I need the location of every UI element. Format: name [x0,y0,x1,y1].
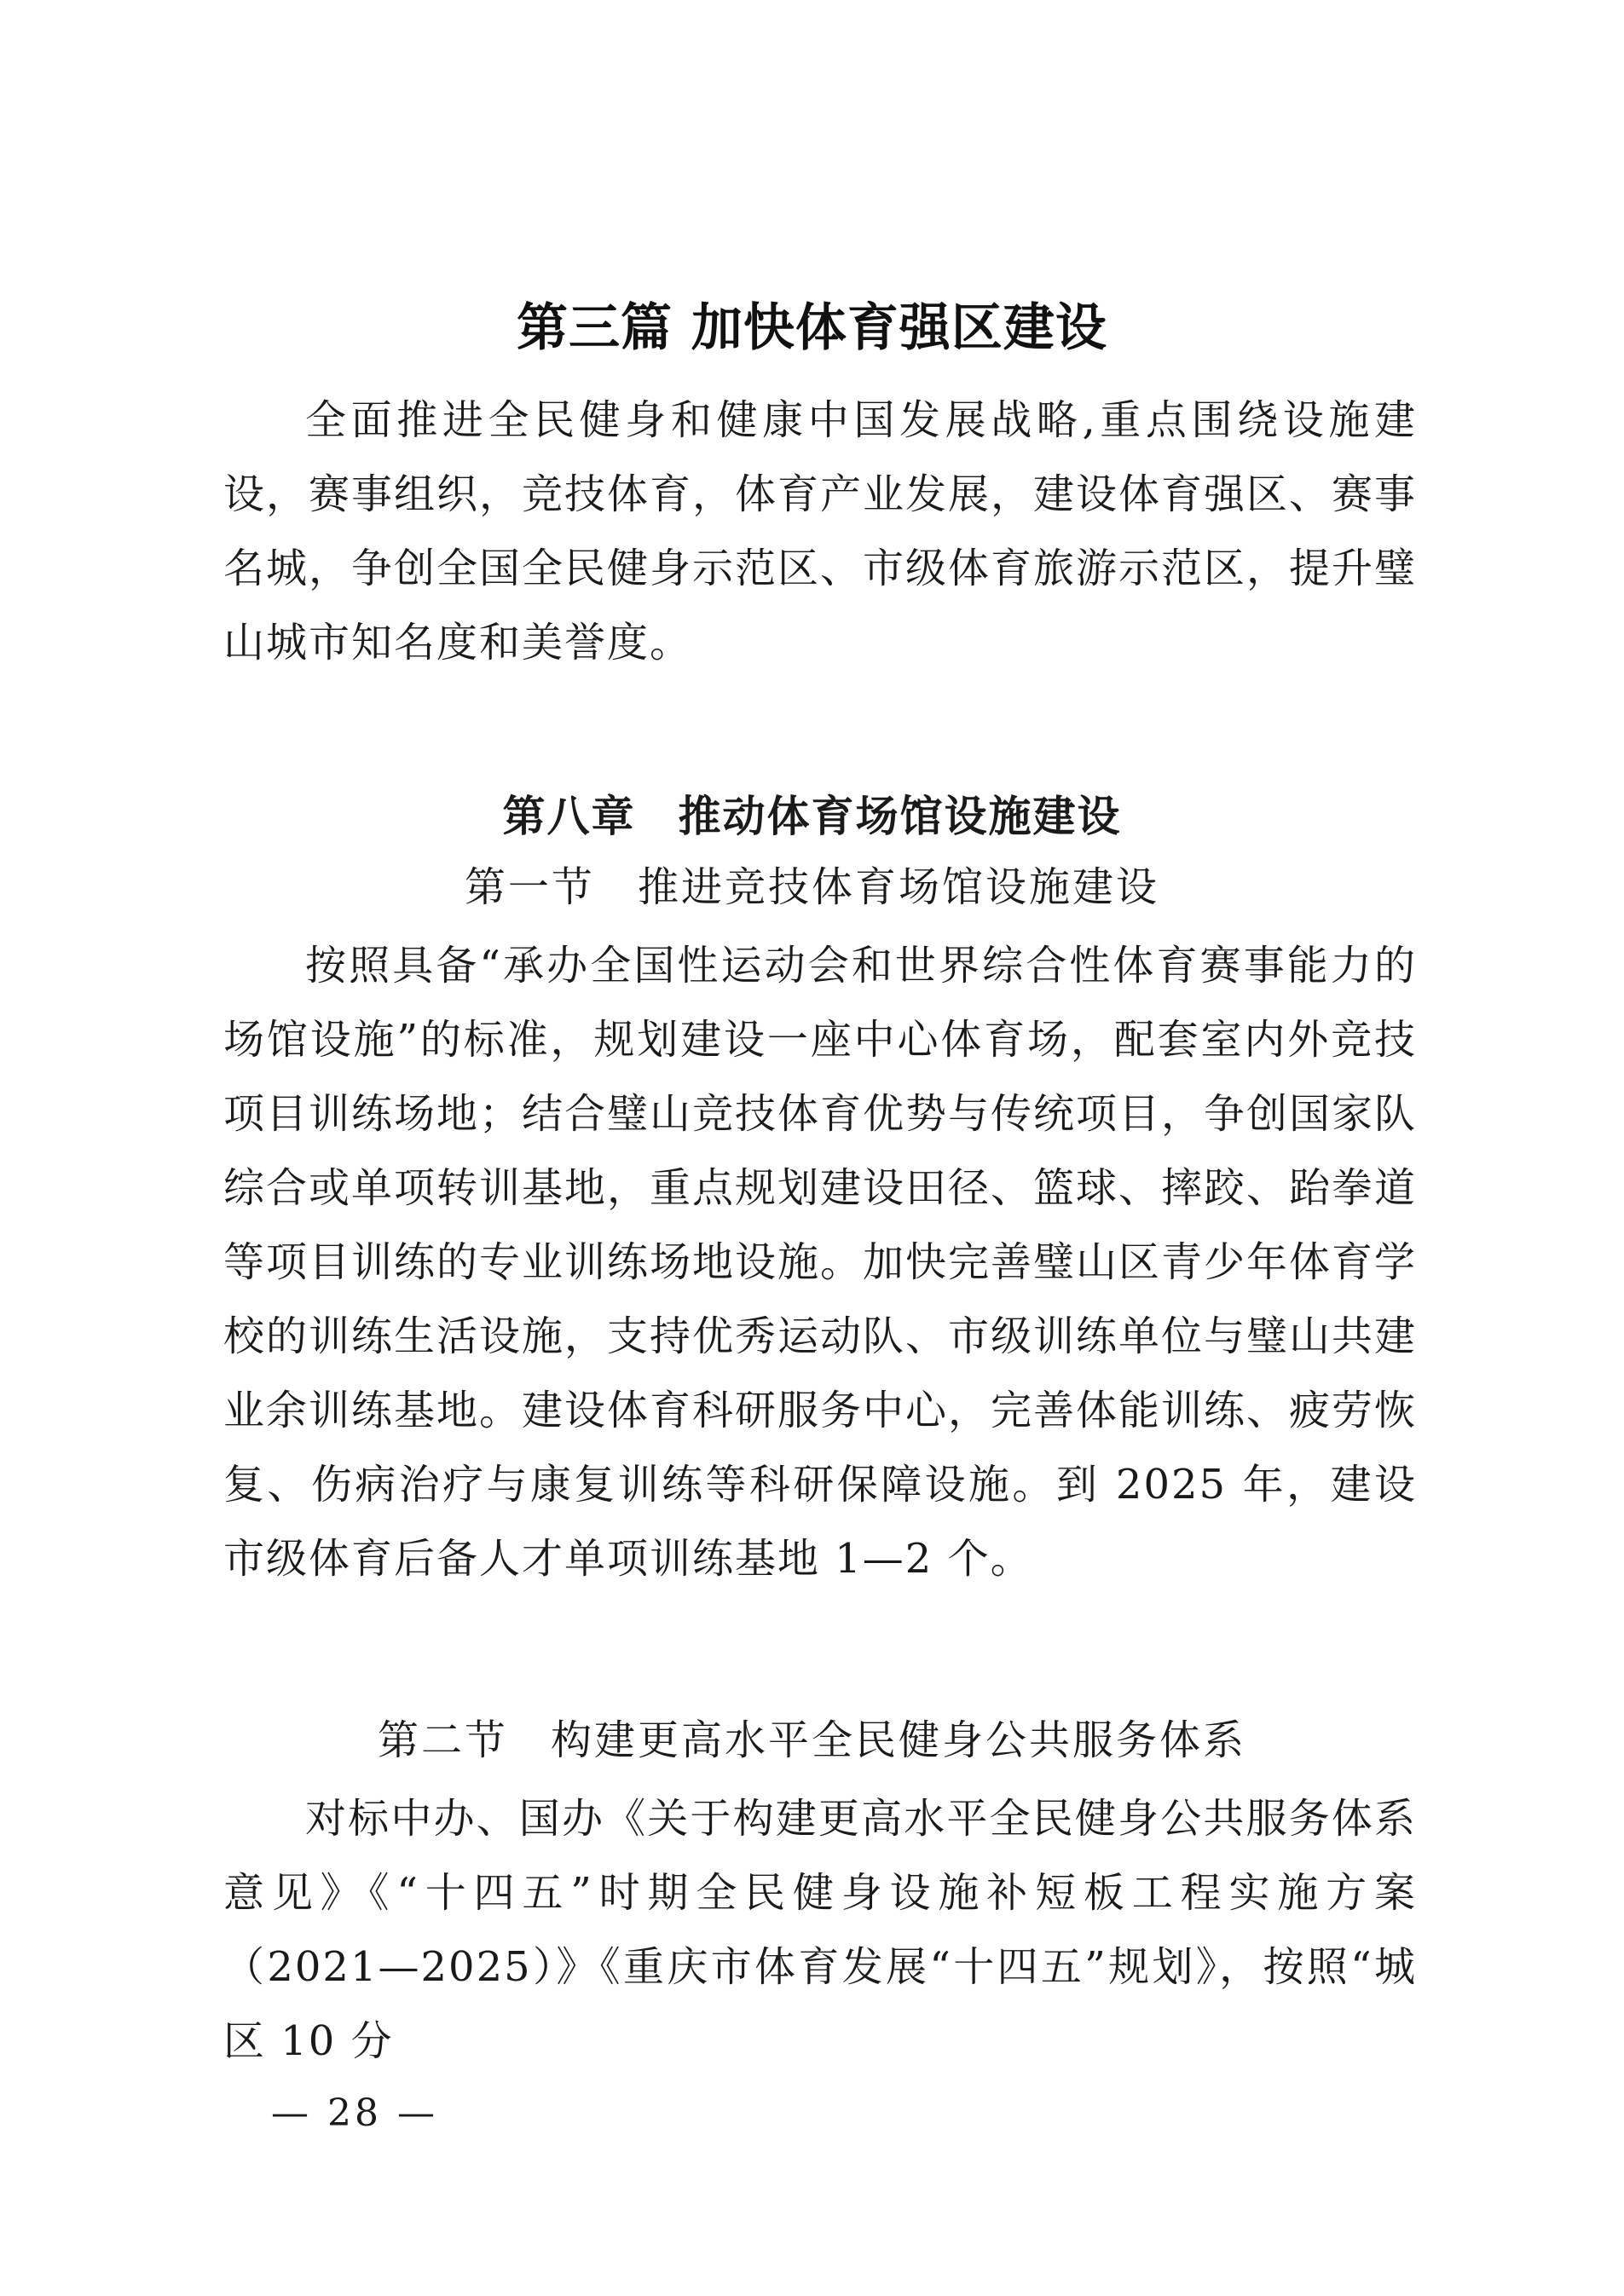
section-1-title: 推进竞技体育场馆设施建设 [638,863,1160,911]
part-title: 第三篇 加快体育强区建设 [517,298,1107,358]
intro-paragraph: 全面推进全民健身和健康中国发展战略,重点围绕设施建设，赛事组织，竞技体育，体育产业发展，建设体育强区、赛事名城，争创全国全民健身示范区、市级体育旅游示范区，提升璧山城市知名度和美誉度。 [223,396,1418,666]
chapter-number: 第八章 [502,792,636,841]
section-1-body: 按照具备“承办全国性运动会和世界综合性体育赛事能力的场馆设施”的标准，规划建设一座中心体育场，配套室内外竞技项目训练场地；结合璧山竞技体育优势与传统项目，争创国家队综合或单项转训基地，重点规划建设田径、篮球、摔跤、跆拳道等项目训练的专业训练场地设施。加快完善璧山区青少年体育学校的训练生活设施，支持优秀运动队、市级训练单位与璧山共建业余训练基地。建设体育科研服务中心，完善体能训练、疲劳恢复、伤病治疗与康复训练等科研保障设施。到 2025 年，建设市级体育后备人才单项训练基地 1—2 个。 [223,942,1418,1583]
section-2-number: 第二节 [377,1716,508,1764]
section-2-title: 构建更高水平全民健身公共服务体系 [551,1716,1247,1764]
chapter-title: 推动体育场馆设施建设 [678,792,1122,841]
section-1-number: 第一节 [464,863,595,911]
section-2-heading [0,1706,1624,1774]
section-1-heading [0,853,1624,921]
section-2-body: 对标中办、国办《关于构建更高水平全民健身公共服务体系意见》《“十四五”时期全民健身设施补短板工程实施方案（2021—2025）》《重庆市体育发展“十四五”规划》，按照“城区 10 分 [223,1795,1417,2065]
page-number: — 28 — [271,2091,438,2135]
chapter-heading [0,782,1624,851]
